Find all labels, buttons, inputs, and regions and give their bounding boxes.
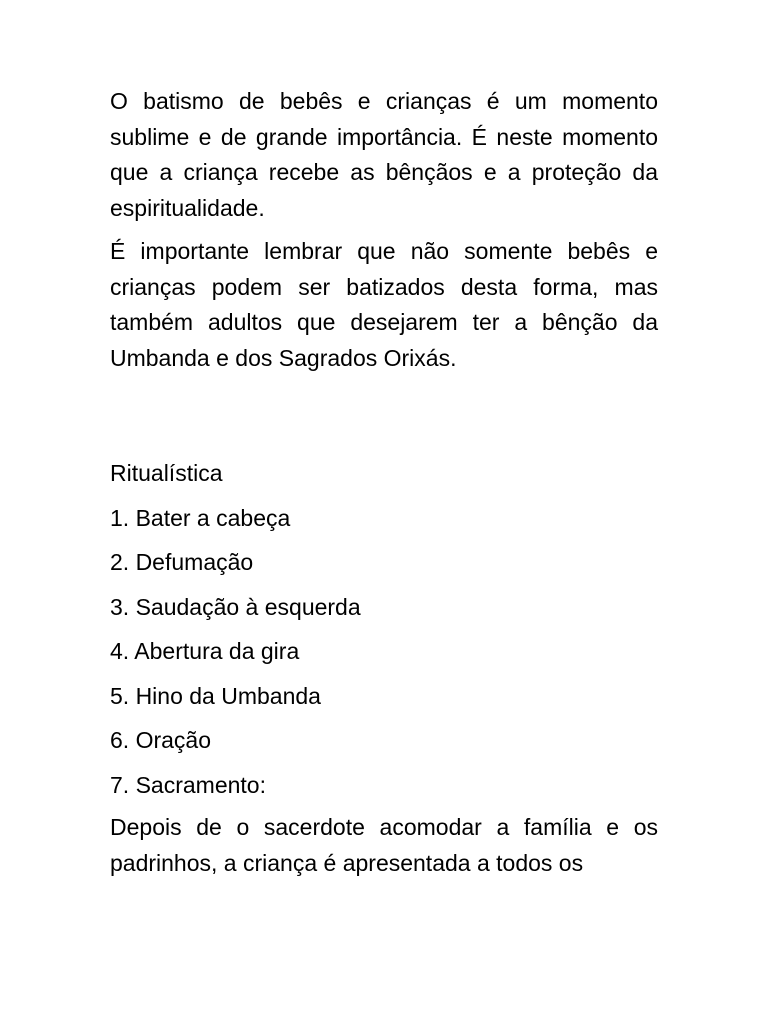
- ritual-step-2: 2. Defumação: [110, 549, 254, 575]
- intro-paragraph-2: É importante lembrar que não somente bebês e crianças podem ser batizados desta forma, mas também adultos que desejarem ter a bênção da Umbanda e dos Sagrados Orixás.: [110, 238, 658, 371]
- ritual-steps-list: [110, 501, 658, 804]
- sacrament-paragraph: Depois de o sacerdote acomodar a família e os padrinhos, a criança é apresentada a todos os: [110, 814, 658, 876]
- ritual-step-4: 4. Abertura da gira: [110, 638, 300, 664]
- section-spacer: [110, 376, 658, 456]
- ritual-step-3: 3. Saudação à esquerda: [110, 593, 361, 620]
- ritual-step-5: 5. Hino da Umbanda: [110, 682, 321, 709]
- intro-paragraph-1: O batismo de bebês e crianças é um momento sublime e de grande importância. É neste momento que a criança recebe as bênçãos e a proteção da espiritualidade.: [110, 88, 658, 221]
- ritual-step-6: 6. Oração: [110, 727, 211, 753]
- ritual-step-1: 1. Bater a cabeça: [110, 504, 291, 531]
- ritual-step-7: 7. Sacramento:: [110, 771, 266, 798]
- ritual-heading: Ritualística: [110, 460, 223, 486]
- document-page: [110, 84, 658, 881]
